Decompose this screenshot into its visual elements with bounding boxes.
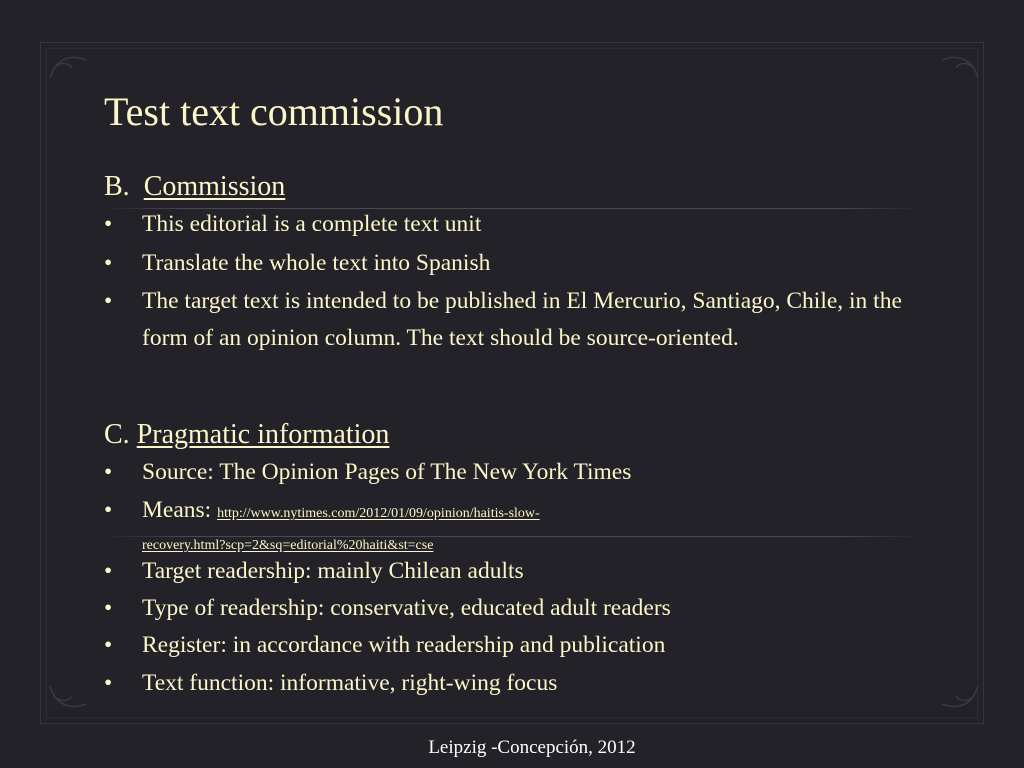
list-item xyxy=(104,283,904,357)
bullet-marker: • xyxy=(104,211,113,237)
corner-ornament-top-right-icon xyxy=(922,48,982,88)
list-item xyxy=(104,553,924,590)
section-b-heading xyxy=(104,170,285,204)
bullet-marker: • xyxy=(104,250,113,276)
bullet-text: Type of readership: conservative, educated adult readers xyxy=(142,595,671,621)
bullet-marker: • xyxy=(104,288,113,314)
list-item xyxy=(104,206,924,243)
list-item xyxy=(104,665,924,702)
bullet-text: This editorial is a complete text unit xyxy=(142,211,482,237)
list-item xyxy=(104,454,924,491)
bullet-marker: • xyxy=(104,670,113,696)
means-label: Means: xyxy=(142,497,212,523)
bullet-text: Source: The Opinion Pages of The New York Times xyxy=(142,459,632,485)
bullet-marker: • xyxy=(104,632,113,658)
corner-ornament-bottom-right-icon xyxy=(922,676,982,716)
section-c-letter: C. xyxy=(104,419,130,450)
section-b-letter: B. xyxy=(104,171,130,202)
section-c-divider xyxy=(104,536,920,537)
bullet-text: Target readership: mainly Chilean adults xyxy=(142,558,524,584)
section-c-title-link[interactable]: Pragmatic information xyxy=(136,419,390,450)
slide-footer: Leipzig -Concepción, 2012 xyxy=(428,737,636,758)
list-item xyxy=(104,627,924,664)
bullet-marker: • xyxy=(104,497,113,523)
bullet-text: The target text is intended to be published in El Mercurio, Santiago, Chile, in the form of an opinion column. The text should be source-oriented. xyxy=(142,288,902,351)
corner-ornament-top-left-icon xyxy=(46,48,106,88)
section-c-heading xyxy=(104,418,389,452)
means-url-link-line1[interactable]: http://www.nytimes.com/2012/01/09/opinion/haitis-slow- xyxy=(217,506,540,521)
bullet-marker: • xyxy=(104,595,113,621)
bullet-text: Text function: informative, right-wing focus xyxy=(142,670,558,696)
bullet-text: Register: in accordance with readership and publication xyxy=(142,632,666,658)
list-item xyxy=(104,590,924,627)
slide-title: Test text commission xyxy=(104,89,444,134)
bullet-marker: • xyxy=(104,459,113,485)
means-url-link-line2[interactable]: recovery.html?scp=2&sq=editorial%20haiti&st=cse xyxy=(142,538,434,553)
list-item xyxy=(104,245,924,282)
bullet-marker: • xyxy=(104,558,113,584)
section-b-title-link[interactable]: Commission xyxy=(143,171,286,202)
corner-ornament-bottom-left-icon xyxy=(46,676,106,716)
bullet-text: Translate the whole text into Spanish xyxy=(142,250,491,276)
